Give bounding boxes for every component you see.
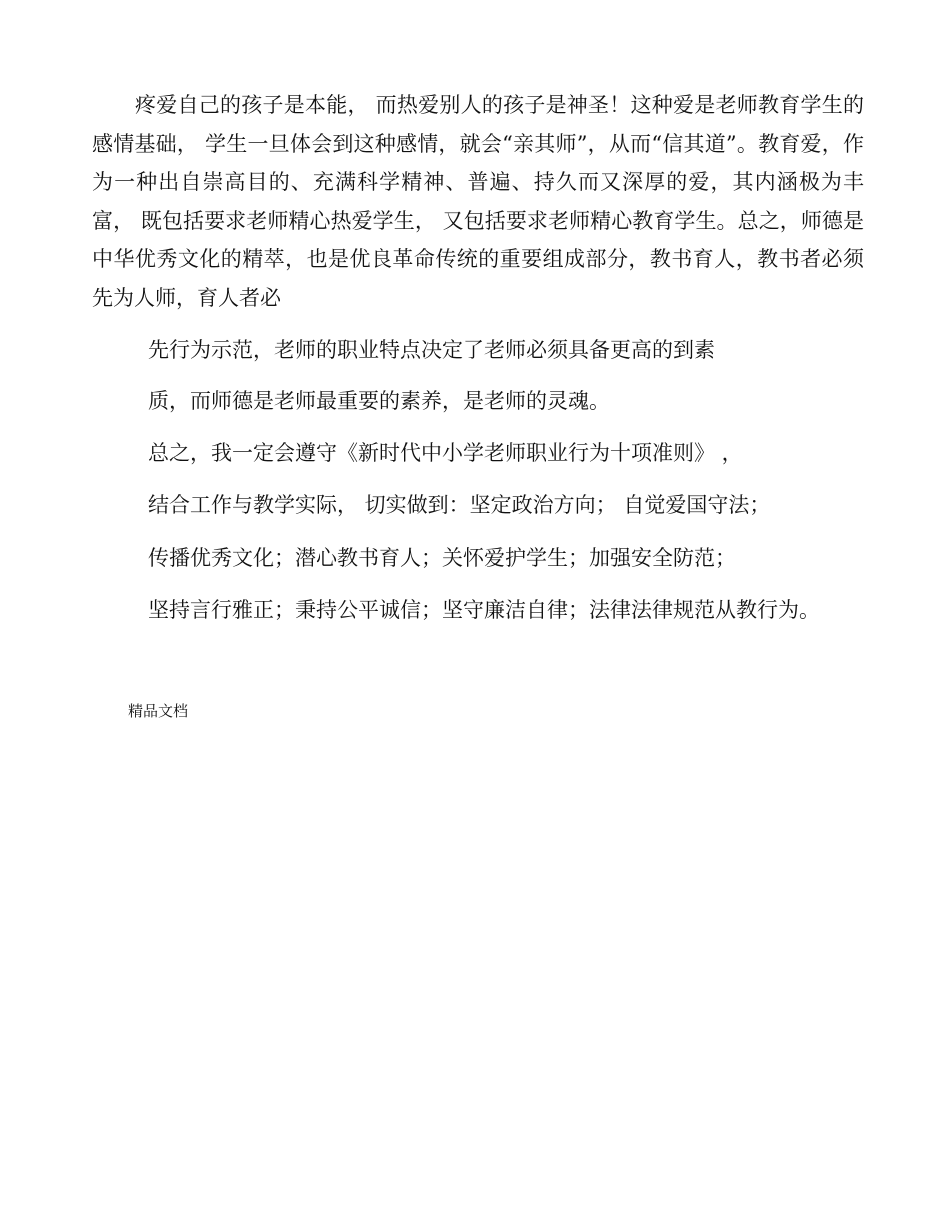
text-line-2: 质，而师德是老师最重要的素养，是老师的灵魂。 (148, 389, 610, 413)
text-line-3: 总之，我一定会遵守《新时代中小学老师职业行为十项准则》 ， (148, 441, 743, 465)
text-line-6: 坚持言行雅正；秉持公平诚信；坚守廉洁自律；法律法律规范从教行为。 (148, 598, 820, 622)
main-paragraph: 疼爱自己的孩子是本能， 而热爱别人的孩子是神圣！这种爱是老师教育学生的感情基础， 学生一旦体会到这种感情，就会“亲其师”，从而“信其道”。教育爱，作为一种出自崇高目的、充满科学精神、普遍、持久而又深厚的爱，其内涵极为丰富， 既包括要求老师精心热爱学生， 又包括要求老师精心教育学生。总之，师德是中华优秀文化的精萃，也是优良革命传统的重要组成部分，教书育人，教书者必须先为人师，育人者必 (92, 93, 864, 310)
footer-label: 精品文档 (128, 702, 189, 720)
text-line-4: 结合工作与教学实际， 切实做到：坚定政治方向； 自觉爱国守法； (148, 493, 771, 517)
text-line-5: 传播优秀文化；潜心教书育人；关怀爱护学生；加强安全防范； (148, 546, 736, 570)
text-line-1: 先行为示范，老师的职业特点决定了老师必须具备更高的到素 (148, 338, 715, 362)
